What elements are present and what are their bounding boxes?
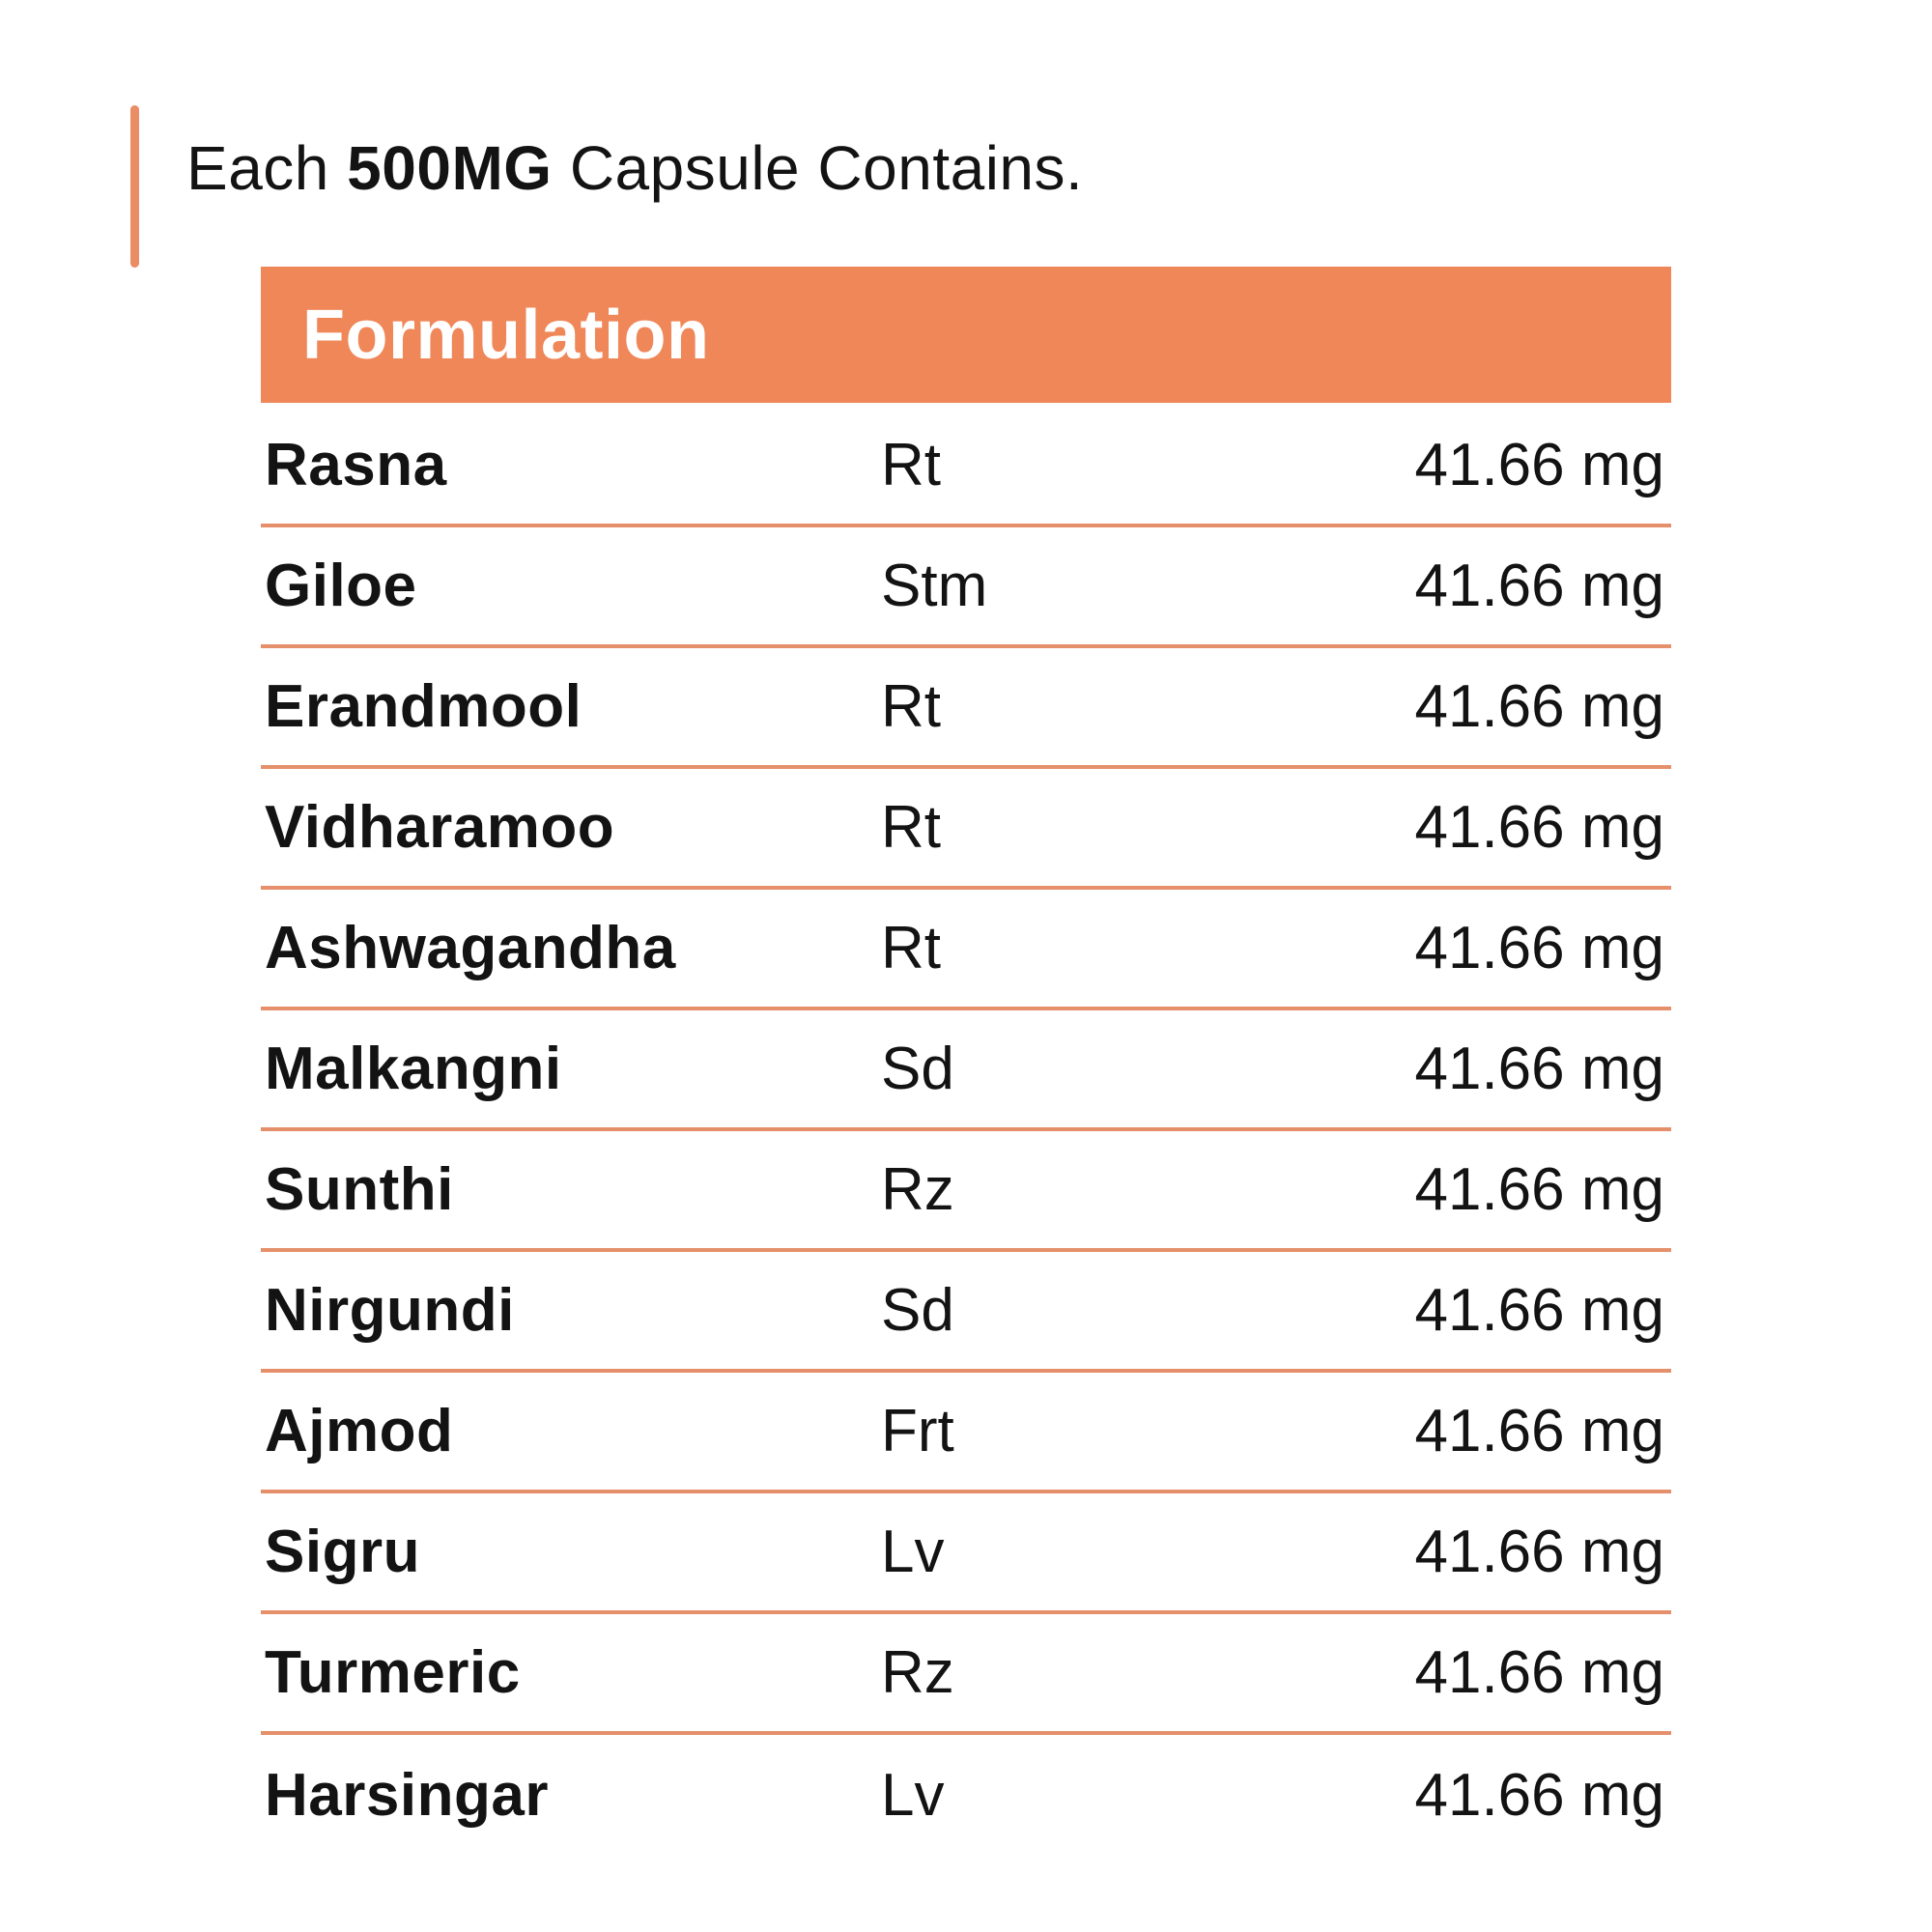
table-row <box>261 407 1671 527</box>
ingredient-quantity: 41.66 mg <box>1414 1762 1664 1829</box>
table-row <box>261 1614 1671 1735</box>
ingredient-quantity: 41.66 mg <box>1414 1639 1664 1706</box>
ingredient-part: Sd <box>881 1277 954 1344</box>
ingredient-part: Rt <box>881 915 941 981</box>
ingredient-quantity: 41.66 mg <box>1414 432 1664 498</box>
table-row <box>261 648 1671 769</box>
ingredient-quantity: 41.66 mg <box>1414 673 1664 740</box>
table-row <box>261 890 1671 1010</box>
ingredient-name: Ajmod <box>265 1398 454 1464</box>
ingredient-name: Sunthi <box>265 1156 454 1223</box>
formulation-header <box>261 267 1671 403</box>
ingredient-part: Rt <box>881 673 941 740</box>
page-title-dose: 500MG <box>347 133 553 203</box>
ingredient-name: Rasna <box>265 432 447 498</box>
ingredient-name: Giloe <box>265 553 417 619</box>
ingredient-name: Erandmool <box>265 673 582 740</box>
table-row <box>261 1010 1671 1131</box>
table-row <box>261 1252 1671 1373</box>
ingredient-name: Malkangni <box>265 1036 562 1102</box>
page-title-prefix: Each <box>186 133 348 203</box>
ingredient-part: Rt <box>881 794 941 861</box>
ingredient-part: Sd <box>881 1036 954 1102</box>
ingredient-quantity: 41.66 mg <box>1414 794 1664 861</box>
formulation-table-body <box>261 407 1671 1856</box>
table-row <box>261 1373 1671 1493</box>
ingredient-part: Rz <box>881 1639 954 1706</box>
table-row <box>261 769 1671 890</box>
ingredient-part: Rt <box>881 432 941 498</box>
ingredient-part: Rz <box>881 1156 954 1223</box>
ingredient-quantity: 41.66 mg <box>1414 1156 1664 1223</box>
table-row <box>261 1131 1671 1252</box>
ingredient-name: Vidharamoo <box>265 794 615 861</box>
ingredient-name: Harsingar <box>265 1762 549 1829</box>
ingredient-quantity: 41.66 mg <box>1414 1398 1664 1464</box>
ingredient-name: Nirgundi <box>265 1277 515 1344</box>
page-title-suffix: Capsule Contains. <box>552 133 1084 203</box>
table-row <box>261 1735 1671 1856</box>
ingredient-part: Frt <box>881 1398 954 1464</box>
ingredient-name: Ashwagandha <box>265 915 676 981</box>
ingredient-quantity: 41.66 mg <box>1414 915 1664 981</box>
page-title <box>186 133 1084 203</box>
ingredient-part: Lv <box>881 1762 945 1829</box>
ingredient-quantity: 41.66 mg <box>1414 1519 1664 1585</box>
ingredient-name: Sigru <box>265 1519 420 1585</box>
ingredient-part: Lv <box>881 1519 945 1585</box>
formulation-header-label: Formulation <box>302 296 710 374</box>
ingredient-quantity: 41.66 mg <box>1414 553 1664 619</box>
table-row <box>261 1493 1671 1614</box>
ingredient-quantity: 41.66 mg <box>1414 1036 1664 1102</box>
ingredient-part: Stm <box>881 553 988 619</box>
table-row <box>261 527 1671 648</box>
ingredient-name: Turmeric <box>265 1639 521 1706</box>
title-accent-line <box>130 105 139 268</box>
ingredient-quantity: 41.66 mg <box>1414 1277 1664 1344</box>
